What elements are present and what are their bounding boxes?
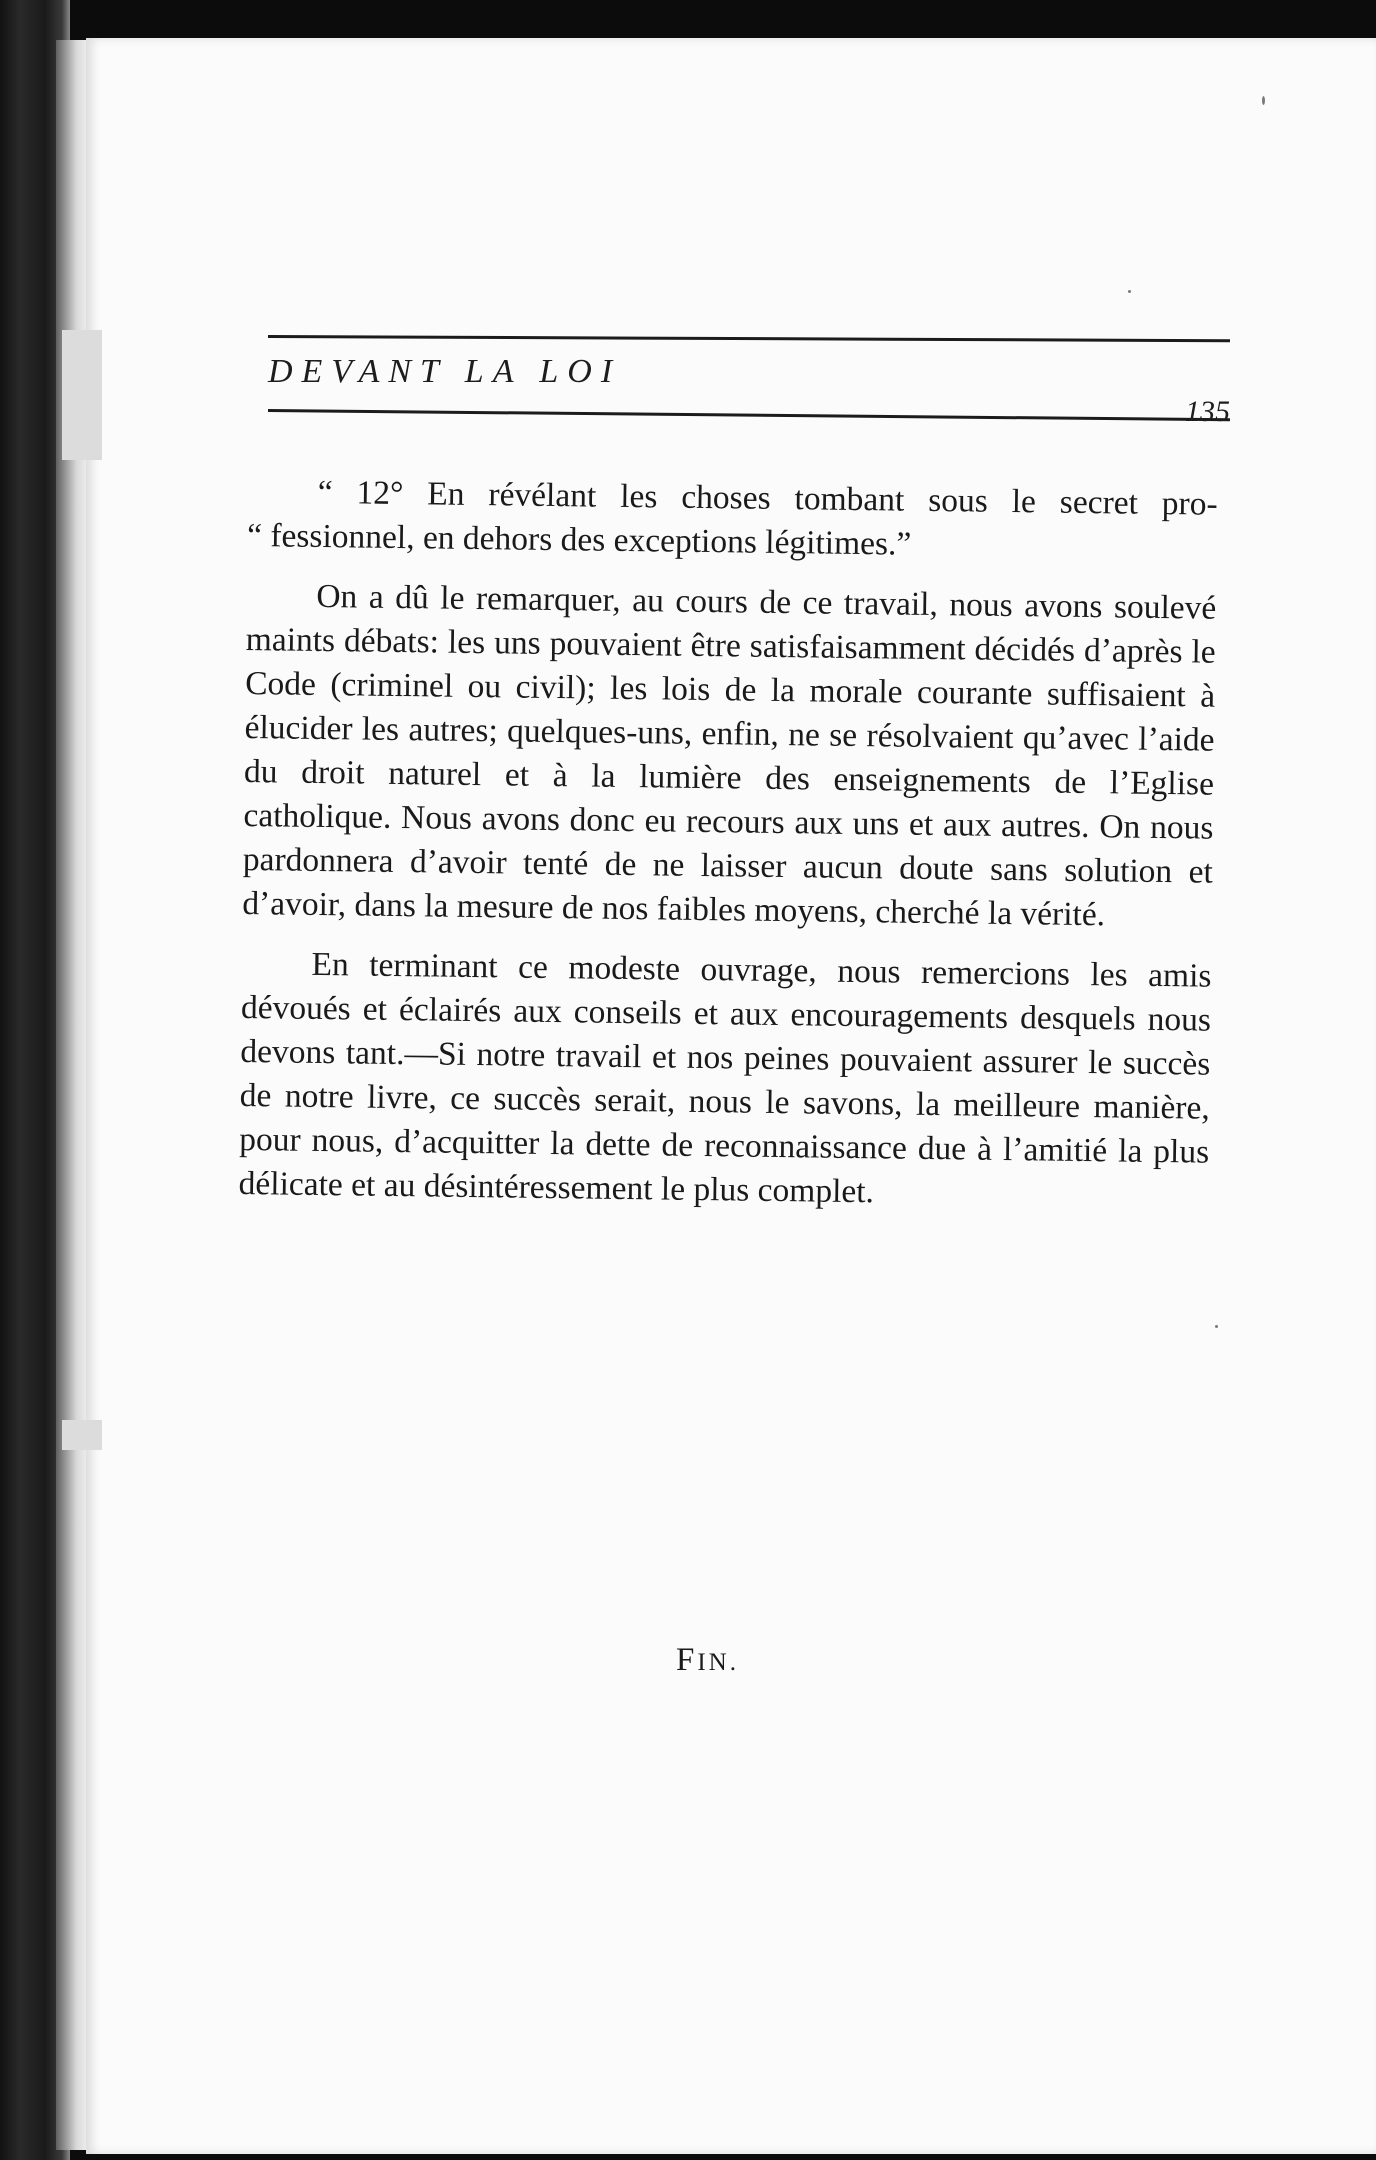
paragraph: On a dû le remarquer, au cours de ce travail, nous avons soulevé maints débats: les uns pouvaient être satisfaisamment décidés d’après le Code (criminel ou civil); les lois de la morale courante suffisaient à élucider les autres; quelques-uns, enfin, ne se résolvaient qu’avec l’aide du droit naturel et à la lumière des enseignements de l’Eglise catholique. Nous avons donc eu recours aux uns et aux autres. On nous pardonnera d’avoir tenté de ne laisser aucun doute sans solution et d’avoir, dans la mesure de nos faibles moyens, cherché la vérité. xyxy=(242,577,1217,934)
fin-marker xyxy=(676,1642,739,1679)
quote-line: “ 12° En révélant les choses tombant sous le secret pro- xyxy=(317,473,1218,523)
scan-speck xyxy=(1215,1325,1218,1328)
scan-speck xyxy=(1128,290,1131,293)
fin-initial: F xyxy=(676,1642,698,1678)
page-tear xyxy=(62,1420,102,1450)
running-title: DEVANT LA LOI xyxy=(268,353,622,390)
page-tear xyxy=(62,330,102,460)
header-rule-bottom xyxy=(268,409,1230,421)
scan-speck xyxy=(1262,96,1265,105)
quoted-article xyxy=(247,470,1218,571)
quote-line: “ fessionnel, en dehors des exceptions légitimes.” xyxy=(246,516,912,563)
paragraph: En terminant ce modeste ouvrage, nous remercions les amis dévoués et éclairés aux conseils et aux encouragements desquels nous devons tant.—Si notre travail et nos peines pouvaient assurer le succès de notre livre, ce succès serait, nous le savons, la meilleure manière, pour nous, d’acquitter la dette de reconnaissance due à l’amitié la plus délicate et au désintéressement le plus complet. xyxy=(238,945,1212,1211)
fin-rest: IN. xyxy=(697,1649,739,1676)
header-rule-top xyxy=(268,335,1230,342)
body-text xyxy=(238,470,1218,1235)
running-header xyxy=(268,335,1230,447)
page-number: 135 xyxy=(1185,395,1230,428)
